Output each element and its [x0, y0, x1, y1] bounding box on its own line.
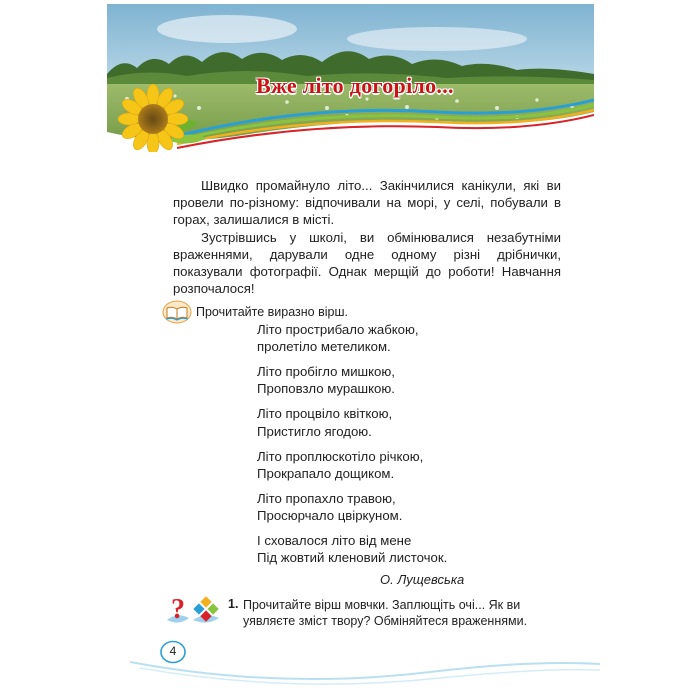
- poem-line: Літо пробігло мишкою,: [257, 364, 395, 380]
- poem-line: Прокрапало дощиком.: [257, 465, 395, 481]
- question-text: Прочитайте вірш мовчки. Заплющіть очі... Як ви уявляєте зміст твору? Обміняйтеся враженнями.: [243, 598, 528, 628]
- intro-paragraph: Зустрівшись у школі, ви обмінювалися незабутніми враженнями, дарували одне одному різні дрібнички, показували фотографії. Однак мерщій до роботи! Навчання розпочалося!: [173, 229, 561, 297]
- poem-stanza: [257, 490, 497, 525]
- poem-line: Літо пропахло травою,: [257, 490, 396, 506]
- page-number: [160, 640, 186, 664]
- footer-wave: [130, 640, 600, 700]
- poem-line: Проповзло мурашкою.: [257, 381, 395, 397]
- poem-stanza: [257, 448, 497, 483]
- puzzle-icon: [191, 594, 221, 626]
- poem-author: О. Лущевська: [380, 572, 465, 587]
- poem-line: Літо прострибало жабкою,: [257, 322, 419, 337]
- poem: [257, 321, 497, 574]
- intro-text: [173, 177, 561, 297]
- poem-stanza: [257, 405, 497, 440]
- poem-line: Пристигло ягодою.: [257, 423, 372, 439]
- poem-line: І сховалося літо від мене: [257, 532, 412, 548]
- poem-line: пролетіло метеликом.: [257, 339, 391, 355]
- poem-stanza: [257, 532, 497, 567]
- book-icon: [162, 300, 192, 324]
- poem-line: Просюрчало цвіркуном.: [257, 508, 403, 524]
- poem-stanza: [257, 363, 497, 398]
- poem-line: Літо процвіло квіткою,: [257, 406, 393, 422]
- intro-paragraph: Швидко промайнуло літо... Закінчилися канікули, які ви провели по-різному: відпочивали на морі, у селі, побували в горах, залишалися в місті.: [173, 178, 561, 228]
- question-number: 1.: [228, 597, 239, 611]
- question-mark-icon: [165, 594, 191, 626]
- page-number-label: 4: [169, 644, 177, 658]
- poem-line: Літо проплюскотіло річкою,: [257, 448, 424, 464]
- page-title: Вже літо догоріло...: [256, 73, 454, 98]
- poem-line: Під жовтий кленовий листочок.: [257, 550, 448, 566]
- task-text: Прочитайте виразно вірш.: [196, 305, 348, 319]
- svg-text:?: ?: [171, 594, 185, 625]
- poem-stanza: [257, 321, 497, 356]
- question-icons: [165, 594, 221, 626]
